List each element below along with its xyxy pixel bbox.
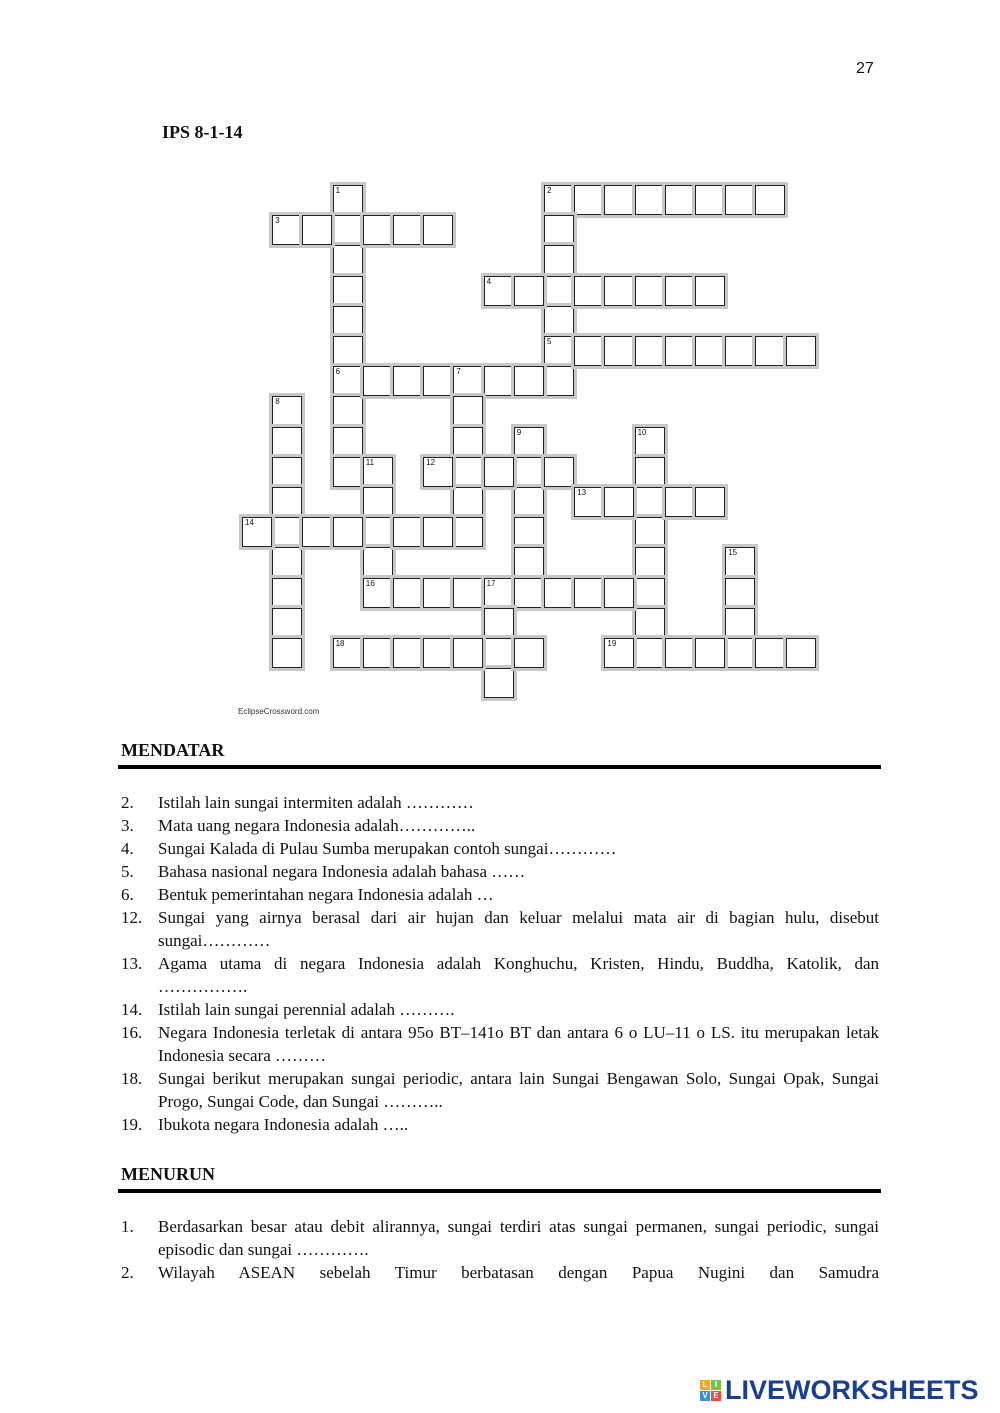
- liveworksheets-logo-icon: [700, 1380, 721, 1401]
- logo-tile: E: [711, 1391, 721, 1401]
- mendatar-clue: 6. Bentuk pemerintahan negara Indonesia adalah …: [121, 885, 494, 904]
- crossword-cell[interactable]: [333, 366, 363, 396]
- crossword-cell[interactable]: [695, 638, 725, 668]
- crossword-cell[interactable]: [423, 457, 453, 487]
- crossword-cell[interactable]: [363, 457, 393, 487]
- crossword-cell[interactable]: [272, 578, 302, 608]
- mendatar-clue: 14. Istilah lain sungai perennial adalah ……….: [121, 1000, 455, 1019]
- menurun-clue: 1. Berdasarkan besar atau debit alirannya, sungai terdiri atas sungai permanen, sungai periodic, sungai episodic dan sungai ………….: [121, 1217, 879, 1259]
- crossword-cell[interactable]: [272, 215, 302, 245]
- crossword-cell[interactable]: [514, 487, 544, 517]
- crossword-clue-number: 11: [365, 457, 375, 467]
- crossword-cell[interactable]: [604, 578, 634, 608]
- mendatar-clue-list: [121, 791, 879, 1136]
- crossword-cell[interactable]: [333, 336, 363, 366]
- mendatar-clue: 12. Sungai yang airnya berasal dari air hujan dan keluar melalui mata air di bagian hulu, disebut sungai…………: [121, 908, 879, 950]
- crossword-cell[interactable]: [635, 276, 665, 306]
- crossword-cell[interactable]: [725, 608, 755, 638]
- crossword-cell[interactable]: [544, 366, 574, 396]
- crossword-cell[interactable]: [544, 185, 574, 215]
- crossword-cell[interactable]: [484, 608, 514, 638]
- crossword-cell[interactable]: [333, 427, 363, 457]
- crossword-clue-number: 14: [245, 518, 254, 528]
- crossword-cell[interactable]: [665, 487, 695, 517]
- crossword-cell[interactable]: [786, 336, 816, 366]
- crossword-cell[interactable]: [333, 306, 363, 336]
- crossword-cell[interactable]: [393, 215, 423, 245]
- mendatar-clue: 13. Agama utama di negara Indonesia adalah Konghuchu, Kristen, Hindu, Buddha, Katolik, dan …………….: [121, 954, 879, 996]
- crossword-cell[interactable]: [453, 366, 483, 396]
- crossword-cell[interactable]: [544, 245, 574, 275]
- crossword-cell[interactable]: [453, 517, 483, 547]
- crossword-cell[interactable]: [635, 336, 665, 366]
- crossword-cell[interactable]: [695, 487, 725, 517]
- crossword-cell[interactable]: [755, 185, 785, 215]
- crossword-cell[interactable]: [665, 336, 695, 366]
- crossword-cell[interactable]: [604, 185, 634, 215]
- crossword-cell[interactable]: [695, 276, 725, 306]
- crossword-cell[interactable]: [272, 517, 302, 547]
- crossword-cell[interactable]: [453, 457, 483, 487]
- crossword-clue-number: 19: [607, 639, 617, 648]
- crossword-clue-number: 18: [335, 639, 345, 648]
- liveworksheets-brand: [700, 1376, 979, 1404]
- crossword-clue-number: 5: [547, 337, 552, 346]
- crossword-cell[interactable]: [725, 638, 755, 668]
- crossword-cell[interactable]: [544, 457, 574, 487]
- crossword-cell[interactable]: [484, 668, 514, 698]
- crossword-cell[interactable]: [333, 215, 363, 245]
- crossword-cell[interactable]: [272, 396, 302, 426]
- crossword-cell[interactable]: [695, 336, 725, 366]
- logo-tile: L: [700, 1380, 710, 1390]
- mendatar-clue: 5. Bahasa nasional negara Indonesia adalah bahasa ……: [121, 862, 526, 881]
- crossword-cell[interactable]: [272, 638, 302, 668]
- mendatar-clue: 19. Ibukota negara Indonesia adalah …..: [121, 1115, 409, 1134]
- logo-tile: V: [700, 1391, 710, 1401]
- crossword-cell[interactable]: [363, 215, 393, 245]
- crossword-cell[interactable]: [423, 366, 453, 396]
- crossword-cell[interactable]: [635, 517, 665, 547]
- crossword-cell[interactable]: [574, 185, 604, 215]
- crossword-cell[interactable]: [665, 276, 695, 306]
- crossword-cell[interactable]: [302, 517, 332, 547]
- crossword-cell[interactable]: [755, 336, 785, 366]
- crossword-cell[interactable]: [635, 457, 665, 487]
- crossword-cell[interactable]: [544, 306, 574, 336]
- crossword-cell[interactable]: [665, 185, 695, 215]
- crossword-cell[interactable]: [484, 578, 514, 608]
- crossword-cell[interactable]: [514, 517, 544, 547]
- crossword-clue-number: 1: [335, 186, 341, 195]
- crossword-cell[interactable]: [333, 396, 363, 426]
- crossword-cell[interactable]: [725, 578, 755, 608]
- crossword-cell[interactable]: [484, 457, 514, 487]
- crossword-cell[interactable]: [333, 517, 363, 547]
- crossword-cell[interactable]: [544, 215, 574, 245]
- crossword-clue-number: 7: [456, 367, 461, 377]
- crossword-cell[interactable]: [272, 457, 302, 487]
- crossword-cell[interactable]: [272, 427, 302, 457]
- mendatar-clue: 16. Negara Indonesia terletak di antara 95o BT–141o BT dan antara 6 o LU–11 o LS. itu merupakan letak Indonesia secara ………: [121, 1023, 879, 1065]
- logo-tile: I: [711, 1380, 721, 1390]
- crossword-cell[interactable]: [484, 366, 514, 396]
- crossword-cell[interactable]: [453, 396, 483, 426]
- crossword-cell[interactable]: [725, 336, 755, 366]
- crossword-cell[interactable]: [363, 547, 393, 577]
- crossword-cell[interactable]: [393, 638, 423, 668]
- crossword-cell[interactable]: [514, 427, 544, 457]
- crossword-clue-number: 16: [365, 578, 375, 588]
- crossword-credit: EclipseCrossword.com: [238, 707, 320, 716]
- crossword-cell[interactable]: [604, 336, 634, 366]
- crossword-cell[interactable]: [363, 578, 393, 608]
- crossword-cell[interactable]: [574, 487, 604, 517]
- mendatar-heading: MENDATAR: [121, 740, 225, 760]
- crossword-cell[interactable]: [635, 185, 665, 215]
- crossword-cell[interactable]: [272, 608, 302, 638]
- crossword-cell[interactable]: [484, 276, 514, 306]
- crossword-cell[interactable]: [333, 457, 363, 487]
- crossword-cell[interactable]: [514, 457, 544, 487]
- mendatar-clue: 2. Istilah lain sungai intermiten adalah …………: [121, 793, 474, 812]
- crossword-cell[interactable]: [272, 487, 302, 517]
- crossword-cell[interactable]: [574, 336, 604, 366]
- crossword-clue-number: 8: [275, 397, 280, 407]
- crossword-cell[interactable]: [544, 336, 574, 366]
- crossword-cell[interactable]: [393, 578, 423, 608]
- crossword-clue-number: 9: [516, 427, 522, 437]
- crossword-cell[interactable]: [514, 366, 544, 396]
- crossword-cell[interactable]: [453, 638, 483, 668]
- crossword-cell[interactable]: [635, 547, 665, 577]
- crossword-cell[interactable]: [665, 638, 695, 668]
- liveworksheets-wordmark: LIVEWORKSHEETS: [725, 1374, 979, 1405]
- crossword-cell[interactable]: [453, 578, 483, 608]
- crossword-cell[interactable]: [544, 276, 574, 306]
- crossword-cell[interactable]: [635, 487, 665, 517]
- crossword-cell[interactable]: [635, 638, 665, 668]
- crossword-cell[interactable]: [725, 547, 755, 577]
- crossword-cell[interactable]: [514, 547, 544, 577]
- crossword-cell[interactable]: [363, 487, 393, 517]
- menurun-heading: MENURUN: [121, 1164, 215, 1184]
- crossword-cell[interactable]: [363, 517, 393, 547]
- crossword-cell[interactable]: [544, 578, 574, 608]
- crossword-cell[interactable]: [604, 638, 634, 668]
- crossword-cell[interactable]: [574, 276, 604, 306]
- crossword-cell[interactable]: [393, 366, 423, 396]
- crossword-cell[interactable]: [695, 185, 725, 215]
- crossword-clue-number: 10: [637, 427, 647, 437]
- crossword-cell[interactable]: [423, 638, 453, 668]
- crossword-cell[interactable]: [393, 517, 423, 547]
- crossword-clue-number: 15: [728, 548, 738, 558]
- crossword-clue-number: 2: [547, 186, 552, 195]
- crossword-cell[interactable]: [604, 276, 634, 306]
- crossword-cell[interactable]: [423, 578, 453, 608]
- crossword-cell[interactable]: [453, 487, 483, 517]
- crossword-cell[interactable]: [242, 517, 272, 547]
- crossword-cell[interactable]: [363, 366, 393, 396]
- crossword-cell[interactable]: [272, 547, 302, 577]
- crossword-cell[interactable]: [635, 608, 665, 638]
- crossword-cell[interactable]: [514, 638, 544, 668]
- crossword-clue-number: 12: [426, 457, 436, 467]
- crossword-cell[interactable]: [786, 638, 816, 668]
- crossword-clue-number: 4: [486, 276, 492, 286]
- mendatar-clue: 18. Sungai berikut merupakan sungai periodic, antara lain Sungai Bengawan Solo, Sungai Opak, Sungai Progo, Sungai Code, dan Sungai ………..: [121, 1069, 879, 1111]
- crossword-cell[interactable]: [574, 578, 604, 608]
- crossword-cell[interactable]: [333, 245, 363, 275]
- crossword-clue-number: 6: [335, 367, 341, 377]
- crossword-cell[interactable]: [423, 215, 453, 245]
- crossword-cell[interactable]: [453, 427, 483, 457]
- mendatar-divider: [118, 765, 881, 769]
- crossword-cell[interactable]: [514, 276, 544, 306]
- crossword-cell[interactable]: [423, 517, 453, 547]
- crossword-cell[interactable]: [484, 638, 514, 668]
- crossword-clue-number: 17: [486, 578, 496, 588]
- mendatar-clue: 3. Mata uang negara Indonesia adalah…………..: [121, 816, 476, 835]
- crossword-clue-number: 3: [275, 216, 280, 226]
- crossword-cell[interactable]: [755, 638, 785, 668]
- crossword-cell[interactable]: [363, 638, 393, 668]
- crossword-cell[interactable]: [604, 487, 634, 517]
- crossword-cell[interactable]: [333, 276, 363, 306]
- mendatar-clue: 4. Sungai Kalada di Pulau Sumba merupakan contoh sungai…………: [121, 839, 617, 858]
- crossword-clue-number: 13: [577, 488, 587, 497]
- crossword-cell[interactable]: [635, 578, 665, 608]
- crossword-cell[interactable]: [514, 578, 544, 608]
- crossword-cell[interactable]: [635, 427, 665, 457]
- crossword-cell[interactable]: [725, 185, 755, 215]
- worksheet-code: IPS 8-1-14: [162, 122, 243, 142]
- menurun-clue-list: [121, 1215, 879, 1284]
- menurun-divider: [118, 1189, 881, 1193]
- page-number: 27: [856, 60, 874, 77]
- crossword-cell[interactable]: [302, 215, 332, 245]
- crossword-cell[interactable]: [333, 638, 363, 668]
- crossword-cell[interactable]: [333, 185, 363, 215]
- menurun-clue: 2. Wilayah ASEAN sebelah Timur berbatasan dengan Papua Nugini dan Samudra: [121, 1263, 879, 1282]
